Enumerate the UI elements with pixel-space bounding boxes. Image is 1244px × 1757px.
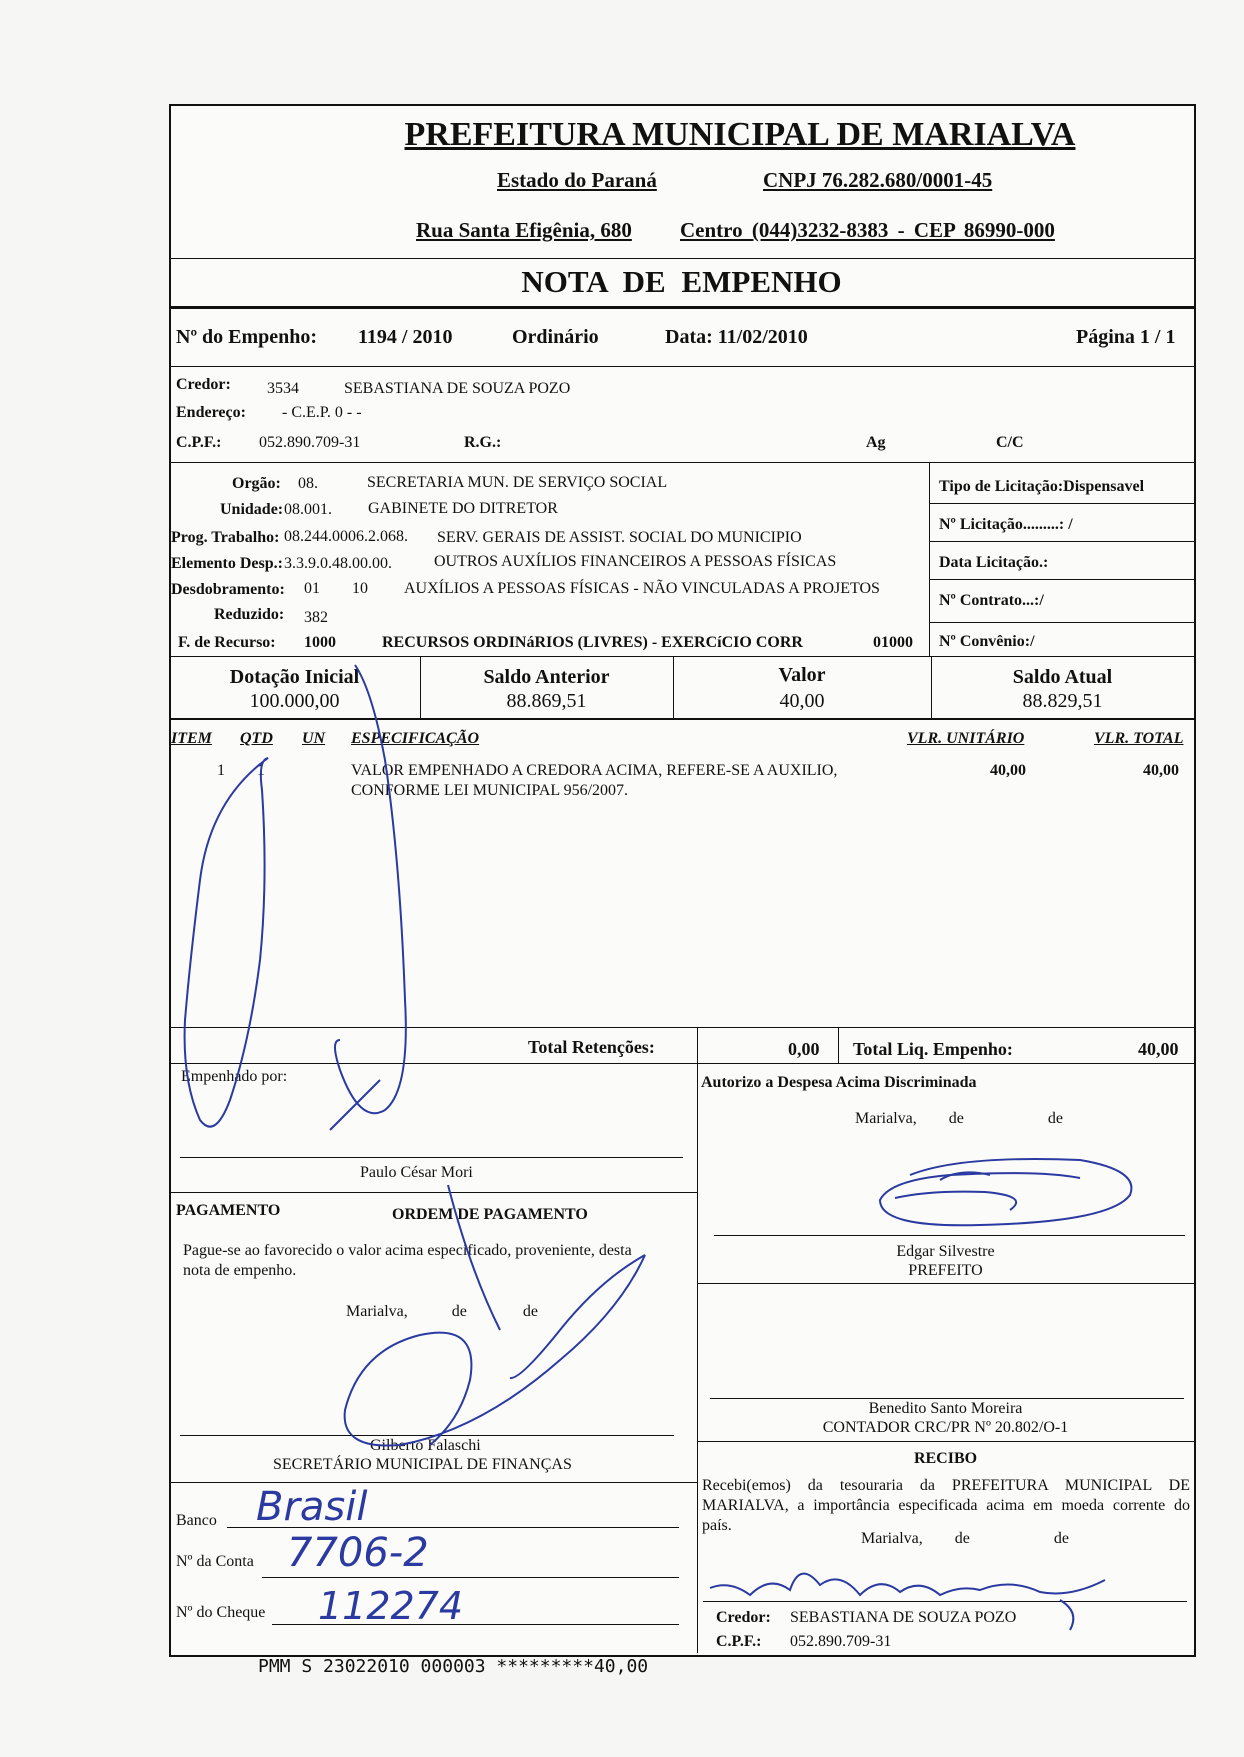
pagamento-date-line: Marialva, de de	[346, 1303, 538, 1320]
recibo-cpf-value: 052.890.709-31	[790, 1633, 892, 1650]
numero-convenio: Nº Convênio:/	[939, 633, 1035, 650]
valor-value: 40,00	[779, 690, 825, 712]
saldo-atual-label: Saldo Atual	[1012, 666, 1113, 688]
endereco-value: - C.E.P. 0 - -	[282, 404, 362, 421]
empenho-type: Ordinário	[512, 326, 599, 348]
prefeito-role: PREFEITO	[908, 1262, 983, 1279]
empenho-label: Nº do Empenho:	[176, 326, 318, 348]
cpf-label: C.P.F.:	[176, 434, 222, 451]
credor-name: SEBASTIANA DE SOUZA POZO	[344, 380, 571, 397]
rg-label: R.G.:	[464, 434, 502, 451]
prefeito-name: Edgar Silvestre	[896, 1243, 995, 1260]
empenho-date: Data: 11/02/2010	[665, 326, 808, 348]
total-retencoes-value: 0,00	[788, 1039, 820, 1059]
recibo-title: RECIBO	[913, 1450, 978, 1467]
pague-se-text-line2: nota de empenho.	[183, 1262, 297, 1279]
orgao-value: SECRETARIA MUN. DE SERVIÇO SOCIAL	[367, 474, 668, 491]
un-header: UN	[302, 730, 326, 747]
state-label: Estado do Paraná	[497, 168, 657, 192]
cheque-label: Nº do Cheque	[176, 1604, 266, 1621]
desdobramento-label: Desdobramento:	[171, 581, 285, 598]
unidade-label: Unidade:	[220, 501, 284, 518]
contador-name: Benedito Santo Moreira	[868, 1400, 1023, 1417]
total-liquido-label: Total Liq. Empenho:	[853, 1039, 1013, 1059]
desdobramento-code1: 01	[304, 580, 320, 597]
qtd-header: QTD	[240, 730, 273, 747]
elemento-code: 3.3.9.0.48.00.00.	[284, 555, 392, 572]
numero-contrato: Nº Contrato...:/	[939, 592, 1044, 609]
elemento-value: OUTROS AUXÍLIOS FINANCEIROS A PESSOAS FÍSICAS	[434, 553, 837, 570]
dotacao-value: 100.000,00	[249, 690, 340, 712]
prog-code: 08.244.0006.2.068.	[284, 528, 408, 545]
pague-se-text-line1: Pague-se ao favorecido o valor acima especificado, proveniente, desta	[183, 1242, 632, 1259]
empenhado-por-name: Paulo César Mori	[360, 1164, 473, 1181]
endereco-label: Endereço:	[176, 404, 246, 421]
cpf-value: 052.890.709-31	[259, 434, 361, 451]
empenho-number: 1194 / 2010	[358, 326, 453, 348]
desdobramento-code2: 10	[352, 580, 368, 597]
recibo-credor-name: SEBASTIANA DE SOUZA POZO	[790, 1609, 1017, 1626]
credor-code: 3534	[267, 380, 299, 397]
data-licitacao: Data Licitação.:	[939, 554, 1049, 571]
municipality-title: PREFEITURA MUNICIPAL DE MARIALVA	[404, 116, 1076, 153]
recibo-text-line1: Recebi(emos) da tesouraria da PREFEITURA MUNICIPAL DE	[702, 1477, 1190, 1494]
numero-licitacao: Nº Licitação.........: /	[939, 516, 1073, 533]
conta-label: Nº da Conta	[176, 1553, 254, 1570]
secretario-name: Gilberto Falaschi	[370, 1437, 481, 1454]
footer-stamp: PMM S 23022010 000003 *********40,00	[258, 1656, 649, 1677]
recibo-text-line2: MARIALVA, a importância especificada acima em moeda corrente do	[702, 1497, 1190, 1514]
document-title: NOTA DE EMPENHO	[521, 264, 842, 299]
contact-label: Centro (044)3232-8383 - CEP 86990-000	[680, 218, 1055, 242]
secretario-role: SECRETÁRIO MUNICIPAL DE FINANÇAS	[273, 1456, 572, 1473]
autorizo-date-line: Marialva, de de	[855, 1110, 1063, 1127]
orgao-label: Orgão:	[232, 475, 281, 492]
autorizo-label: Autorizo a Despesa Acima Discriminada	[701, 1074, 977, 1091]
reduzido-value: 382	[304, 609, 328, 626]
ag-label: Ag	[866, 434, 886, 451]
desdobramento-value: AUXÍLIOS A PESSOAS FÍSICAS - NÃO VINCULADAS A PROJETOS	[404, 580, 880, 597]
unidade-code: 08.001.	[284, 501, 332, 518]
address-label: Rua Santa Efigênia, 680	[416, 218, 632, 242]
cc-label: C/C	[996, 434, 1024, 451]
prog-label: Prog. Trabalho:	[171, 529, 280, 546]
total-retencoes-label: Total Retenções:	[528, 1037, 655, 1057]
tipo-licitacao: Tipo de Licitação:Dispensavel	[939, 478, 1145, 495]
conta-handwritten: 7706-2	[287, 1530, 429, 1576]
prog-value: SERV. GERAIS DE ASSIST. SOCIAL DO MUNICIPIO	[437, 529, 802, 546]
especificacao-header: ESPECIFICAÇÃO	[351, 730, 480, 747]
cnpj-label: CNPJ 76.282.680/0001-45	[763, 168, 993, 192]
ordem-pagamento-label: ORDEM DE PAGAMENTO	[392, 1206, 588, 1223]
credor-label: Credor:	[176, 376, 231, 393]
pagamento-label: PAGAMENTO	[176, 1202, 281, 1219]
unidade-value: GABINETE DO DITRETOR	[368, 500, 558, 517]
fonte-code2: 01000	[873, 634, 913, 651]
reduzido-label: Reduzido:	[214, 606, 285, 623]
recibo-cpf-label: C.P.F.:	[716, 1633, 762, 1650]
saldo-atual-value: 88.829,51	[1022, 690, 1103, 712]
item-header: ITEM	[171, 730, 212, 747]
contador-role: CONTADOR CRC/PR Nº 20.802/O-1	[822, 1419, 1069, 1436]
dotacao-label: Dotação Inicial	[229, 666, 360, 688]
recibo-date-line: Marialva, de de	[861, 1530, 1069, 1547]
orgao-code: 08.	[298, 475, 318, 492]
saldo-anterior-value: 88.869,51	[506, 690, 587, 712]
total-liquido-value: 40,00	[1138, 1039, 1179, 1059]
row-espec-line1: VALOR EMPENHADO A CREDORA ACIMA, REFERE-SE A AUXILIO,	[351, 762, 838, 779]
row-qtd: 1	[257, 762, 265, 779]
valor-label: Valor	[778, 664, 826, 686]
row-total-value: 40,00	[1143, 762, 1179, 779]
row-item: 1	[217, 762, 225, 779]
fonte-value: RECURSOS ORDINáRIOS (LIVRES) - EXERCíCIO CORR	[382, 634, 803, 651]
valor-unitario-header: VLR. UNITÁRIO	[907, 730, 1025, 747]
cheque-handwritten: 112274	[318, 1584, 464, 1628]
banco-handwritten: Brasil	[256, 1484, 368, 1530]
fonte-code: 1000	[304, 634, 336, 651]
recibo-credor-label: Credor:	[716, 1609, 771, 1626]
row-espec-line2: CONFORME LEI MUNICIPAL 956/2007.	[351, 782, 629, 799]
saldo-anterior-label: Saldo Anterior	[483, 666, 610, 688]
recibo-text-line3: país.	[702, 1517, 732, 1534]
empenhado-por-label: Empenhado por:	[181, 1068, 288, 1085]
page-number: Página 1 / 1	[1076, 326, 1176, 348]
banco-label: Banco	[176, 1512, 217, 1529]
valor-total-header: VLR. TOTAL	[1094, 730, 1184, 747]
row-unit-value: 40,00	[990, 762, 1026, 779]
fonte-label: F. de Recurso:	[178, 634, 276, 651]
elemento-label: Elemento Desp.:	[171, 555, 283, 572]
